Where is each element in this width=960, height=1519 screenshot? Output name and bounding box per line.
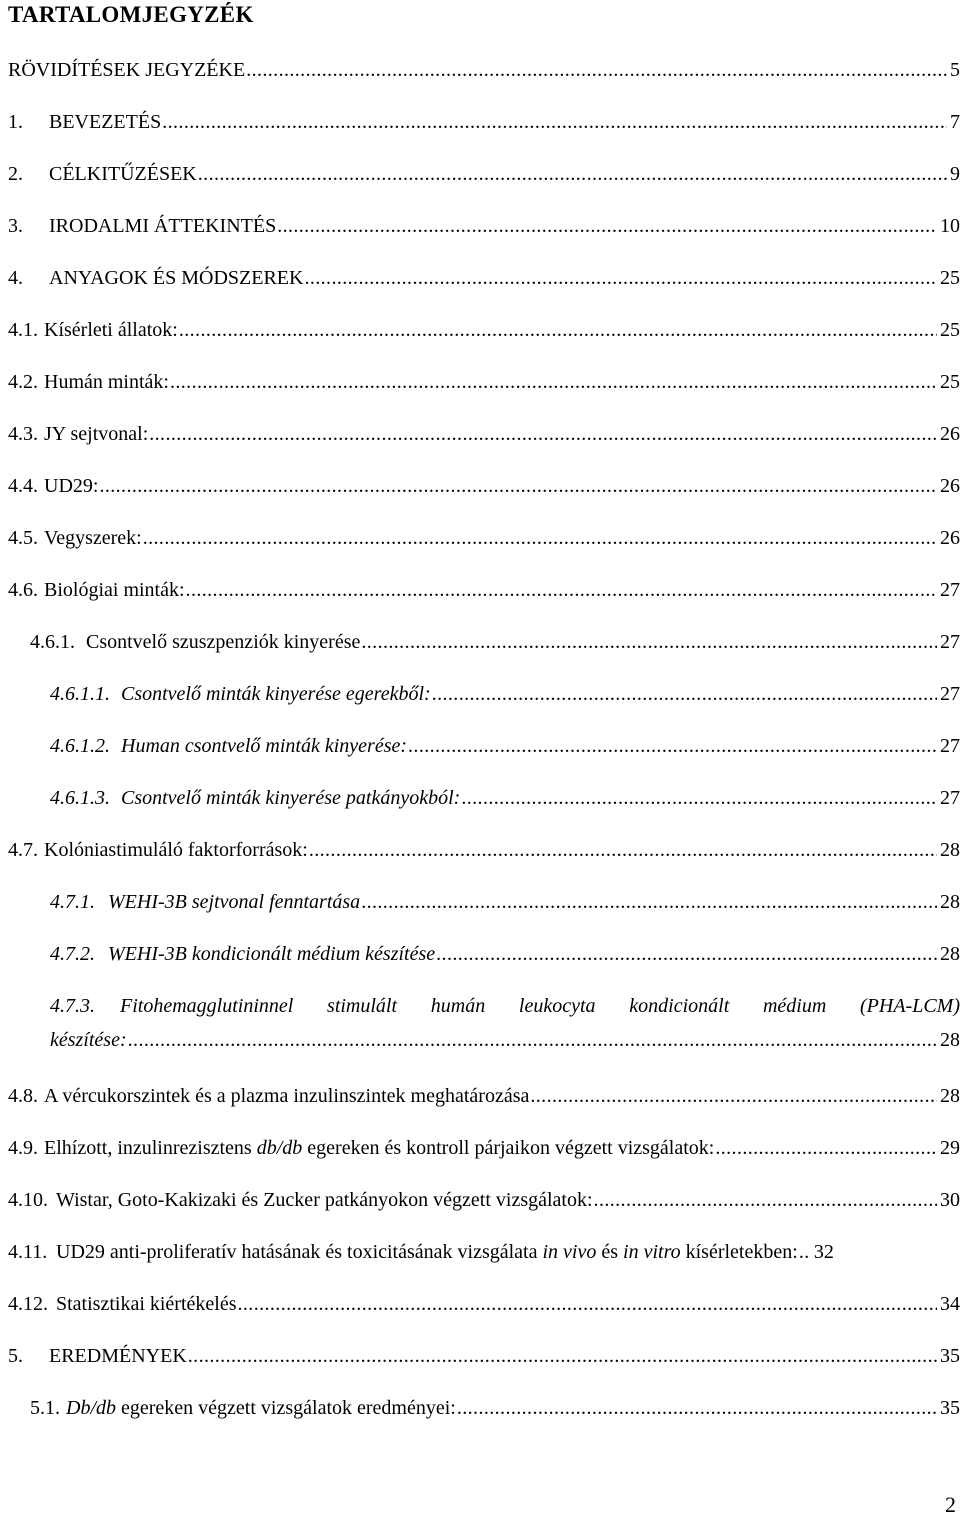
toc-entry-number: 4.2. (8, 371, 38, 393)
toc-entry-number: 1. (8, 111, 23, 133)
toc-entry-text-part: Elhízott, inzulinrezisztens (44, 1137, 257, 1159)
toc-entry-text: Fitohemagglutininnel stimulált humán leukocyta kondicionált médium (PHA-LCM) (120, 995, 960, 1017)
toc-entry-text: Csontvelő minták kinyerése egerekből: (121, 683, 431, 705)
toc-entry-text: WEHI-3B kondicionált médium készítése (108, 943, 436, 965)
toc-entry-text: A vércukorszintek és a plazma inzulinszintek meghatározása (44, 1085, 530, 1107)
toc-entry-text-continued: készítése: (50, 1029, 127, 1051)
toc-entry-text: Vegyszerek: (44, 527, 142, 549)
toc-entry-text: ANYAGOK ÉS MÓDSZEREK (49, 267, 304, 289)
toc-entry[interactable] (0, 1238, 960, 1266)
toc-entry[interactable] (0, 212, 960, 240)
toc-page-number: 35 (940, 1345, 960, 1367)
toc-entry[interactable] (0, 316, 960, 344)
toc-entry-number: 4.6.1. (30, 631, 75, 653)
toc-page-number: 9 (950, 163, 960, 185)
toc-leader-dots (593, 1186, 937, 1214)
toc-entry-text: Csontvelő szuszpenziók kinyerése (86, 631, 361, 653)
toc-entry-number: 4.1. (8, 319, 38, 341)
toc-page-number: 28 (940, 891, 960, 913)
toc-entry-text: WEHI-3B sejtvonal fenntartása (108, 891, 361, 913)
toc-page-number: 26 (940, 527, 960, 549)
toc-entry-text: UD29: (44, 475, 99, 497)
toc-entry-number: 4.7. (8, 839, 38, 861)
toc-leader-dots (178, 316, 937, 344)
toc-entry[interactable] (0, 628, 960, 656)
toc-entry[interactable] (0, 784, 960, 812)
toc-leader-dots (98, 472, 937, 500)
toc-entry-text: RÖVIDÍTÉSEK JEGYZÉKE (8, 59, 246, 81)
toc-page-number: 10 (940, 215, 960, 237)
toc-entry-text-part: egereken végzett vizsgálatok eredményei: (116, 1397, 456, 1419)
toc-page-number: 30 (940, 1189, 960, 1211)
toc-entry-number: 4.3. (8, 423, 38, 445)
toc-page-number: 5 (950, 59, 960, 81)
toc-entry-number: 4.7.2. (50, 943, 95, 965)
toc-entry[interactable] (0, 368, 960, 396)
toc-entry-number: 4.12. (8, 1293, 48, 1315)
toc-entry-number: 4. (8, 267, 23, 289)
toc-entry-text: Statisztikai kiértékelés (56, 1293, 237, 1315)
toc-entry-text: BEVEZETÉS (49, 111, 162, 133)
toc-entry[interactable] (0, 264, 960, 292)
toc-leader-dots (303, 264, 937, 292)
toc-entry[interactable] (0, 420, 960, 448)
toc-entry-text: Human csontvelő minták kinyerése: (121, 735, 408, 757)
page-number: 2 (945, 1492, 956, 1517)
toc-page-number: 28 (940, 1085, 960, 1107)
toc-leader-dots (161, 108, 947, 136)
toc-entry-number: 4.6.1.3. (50, 787, 110, 809)
toc-entry[interactable] (0, 1394, 960, 1422)
toc-leader-dots (127, 1026, 937, 1054)
toc-entry-number: 4.8. (8, 1085, 38, 1107)
toc-entry[interactable] (0, 1290, 960, 1318)
toc-entry-text: CÉLKITŰZÉSEK (49, 163, 197, 185)
toc-leader-dots (148, 420, 937, 448)
toc-entry[interactable] (0, 940, 960, 968)
toc-entry-number: 4.4. (8, 475, 38, 497)
toc-leader-dots (360, 628, 937, 656)
toc-leader-dots (276, 212, 937, 240)
toc-entry[interactable] (0, 524, 960, 552)
toc-leader-dots (431, 680, 937, 708)
toc-leader-dots (187, 1342, 937, 1370)
toc-entry-text: Csontvelő minták kinyerése patkányokból: (121, 787, 461, 809)
toc-entry-text-part: egereken és kontroll párjaikon végzett vizsgálatok: (302, 1137, 715, 1159)
toc-page-number: 28 (940, 839, 960, 861)
toc-page-number: 25 (940, 319, 960, 341)
toc-page-number: 25 (940, 267, 960, 289)
toc-page-number: 7 (950, 111, 960, 133)
toc-leader-dots (407, 732, 937, 760)
toc-page-number: 27 (940, 787, 960, 809)
toc-entry[interactable] (0, 160, 960, 188)
toc-entry-number: 4.5. (8, 527, 38, 549)
toc-title: TARTALOMJEGYZÉK (8, 2, 254, 27)
toc-page-number: 26 (940, 475, 960, 497)
toc-entry-number: 4.7.1. (50, 891, 95, 913)
toc-entry-number: 4.7.3. (50, 995, 95, 1017)
toc-entry[interactable] (0, 1342, 960, 1370)
toc-page-number: 26 (940, 423, 960, 445)
toc-leader-dots (197, 160, 947, 188)
toc-entry-number: 4.6. (8, 579, 38, 601)
toc-entry[interactable] (0, 680, 960, 708)
toc-entry[interactable] (0, 992, 960, 1056)
toc-entry[interactable] (0, 836, 960, 864)
toc-leader-dots (360, 888, 937, 916)
toc-page-number: 27 (940, 735, 960, 757)
toc-leader-dots (714, 1134, 937, 1162)
toc-entry-text-italic: db/db (256, 1137, 303, 1159)
toc-leader-dots (169, 368, 937, 396)
toc-entry[interactable] (0, 1082, 960, 1110)
toc-leader-dots (798, 1238, 811, 1266)
toc-entry-number: 4.10. (8, 1189, 48, 1211)
toc-entry-text: IRODALMI ÁTTEKINTÉS (49, 215, 277, 237)
toc-entry[interactable] (0, 576, 960, 604)
toc-entry[interactable] (0, 1134, 960, 1162)
toc-entry[interactable] (0, 1186, 960, 1214)
toc-entry[interactable] (0, 56, 960, 84)
toc-entry-text-part: és (596, 1241, 624, 1263)
toc-page-number: 28 (940, 943, 960, 965)
toc-entry-number: 2. (8, 163, 23, 185)
toc-entry-number: 5. (8, 1345, 23, 1367)
toc-page-number: 34 (940, 1293, 960, 1315)
toc-entry-text-italic: Db/db (66, 1397, 116, 1419)
toc-page-number: 27 (940, 631, 960, 653)
toc-page-number: 32 (813, 1241, 834, 1263)
toc-entry-text: Wistar, Goto-Kakizaki és Zucker patkányokon végzett vizsgálatok: (56, 1189, 593, 1211)
toc-entry-text-italic: in vitro (623, 1241, 681, 1263)
toc-entry[interactable] (0, 108, 960, 136)
toc-page-number: 27 (940, 683, 960, 705)
toc-leader-dots (435, 940, 937, 968)
toc-leader-dots (142, 524, 937, 552)
toc-page-number: 29 (940, 1137, 960, 1159)
toc-entry-text-part: kísérletekben: (680, 1241, 798, 1263)
toc-entry-number: 5.1. (30, 1397, 60, 1419)
toc-entry-text: Kolóniastimuláló faktorforrások: (44, 839, 308, 861)
toc-entry-text: Humán minták: (44, 371, 169, 393)
toc-entry-text: Biológiai minták: (44, 579, 185, 601)
toc-leader-dots (308, 836, 937, 864)
toc-entry-text-italic: in vivo (542, 1241, 597, 1263)
toc-entry-number: 4.9. (8, 1137, 38, 1159)
toc-entry-text: Kísérleti állatok: (44, 319, 178, 341)
toc-entry-number: 3. (8, 215, 23, 237)
toc-entry-text: JY sejtvonal: (44, 423, 149, 445)
toc-entry[interactable] (0, 732, 960, 760)
toc-entry[interactable] (0, 888, 960, 916)
toc-page-number: 35 (940, 1397, 960, 1419)
toc-leader-dots (185, 576, 937, 604)
toc-entry-number: 4.11. (8, 1241, 48, 1263)
toc-entry-number: 4.6.1.2. (50, 735, 110, 757)
toc-entry[interactable] (0, 472, 960, 500)
toc-leader-dots (456, 1394, 937, 1422)
toc-leader-dots (245, 56, 947, 84)
toc-leader-dots (460, 784, 937, 812)
toc-leader-dots (529, 1082, 937, 1110)
toc-entry-number: 4.6.1.1. (50, 683, 110, 705)
toc-entry-text-part: UD29 anti-proliferatív hatásának és toxicitásának vizsgálata (56, 1241, 543, 1263)
toc-page-number: 27 (940, 579, 960, 601)
toc-entry-text: EREDMÉNYEK (49, 1345, 187, 1367)
toc-page-number: 25 (940, 371, 960, 393)
toc-page-number: 28 (940, 1029, 960, 1051)
toc-leader-dots (237, 1290, 938, 1318)
